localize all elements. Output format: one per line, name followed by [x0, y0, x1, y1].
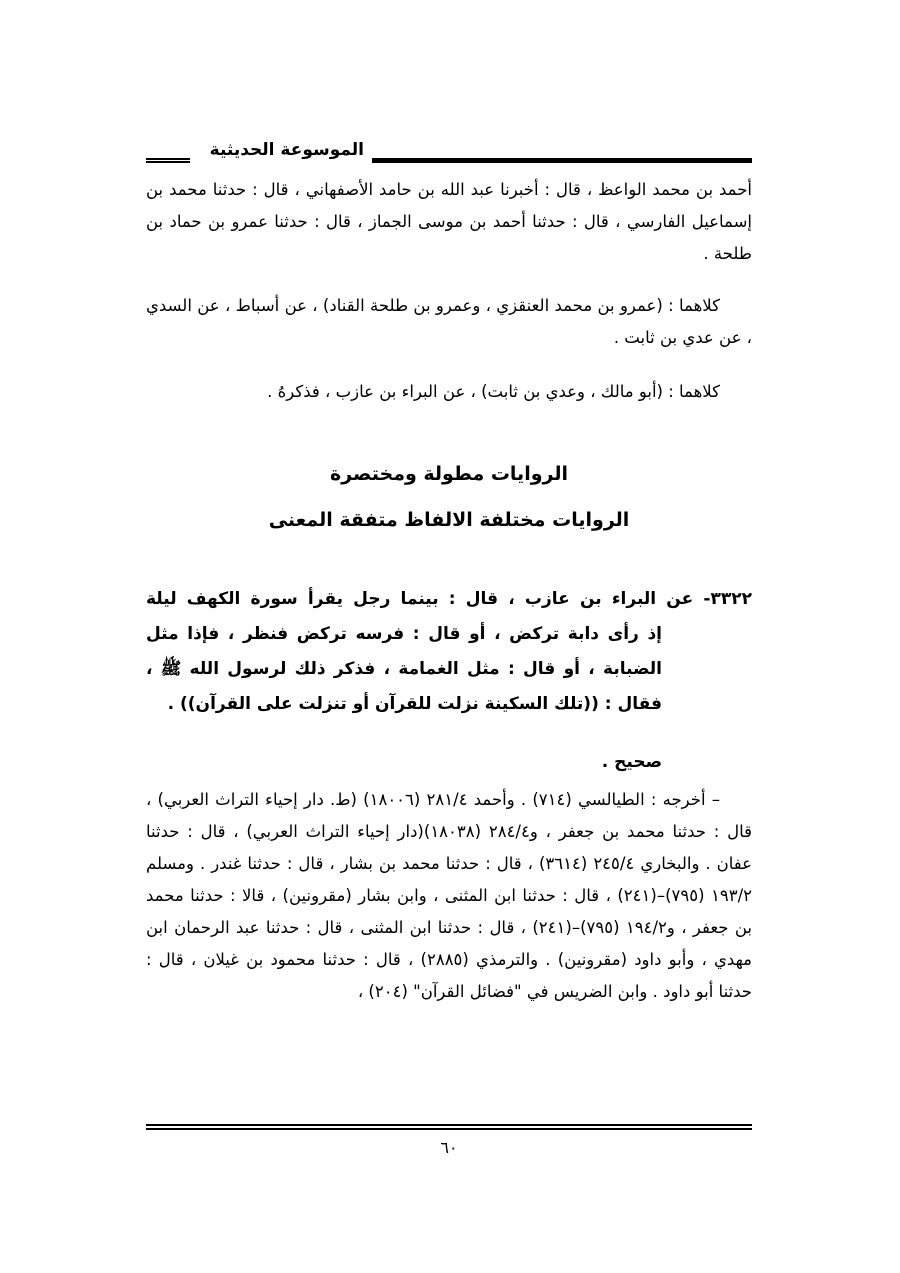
- hadith-number: ٣٣٢٢-: [703, 589, 752, 609]
- header-title: الموسوعة الحديثية: [209, 140, 364, 160]
- hadith-line-3: الضبابة ، أو قال : مثل الغمامة ، فذكر ذلك لرسول الله ﷺ ،: [146, 659, 662, 679]
- section-heading-2: الروايات مختلفة الالفاظ متفقة المعنى: [268, 509, 630, 531]
- intro-paragraph-3-text: كلاهما : (أبو مالك ، وعدي بن ثابت) ، عن البراء بن عازب ، فذكرهُ .: [267, 382, 720, 401]
- hadith-line-4: فقال : ((تلك السكينة نزلت للقرآن أو تنزلت على القرآن)) .: [167, 694, 662, 714]
- takhrij-paragraph: [146, 784, 752, 1008]
- hadith-block: [146, 582, 752, 722]
- document-page: [146, 130, 752, 1160]
- intro-paragraph-3: [146, 376, 752, 408]
- hadith-line-1: ٣٣٢٢- عن البراء بن عازب ، قال : بينما رجل يقرأ سورة الكهف ليلة: [146, 589, 752, 609]
- header-rule-right: [372, 158, 752, 163]
- page-header: [146, 140, 752, 176]
- hadith-grade: صحيح .: [601, 752, 662, 772]
- header-rule-left: [146, 158, 190, 163]
- intro-paragraph-1-text: أحمد بن محمد الواعظ ، قال : أخبرنا عبد الله بن حامد الأصفهاني ، قال : حدثنا محمد بن إسماعيل الفارسي ، قال : حدثنا أحمد بن موسى الجماز ، قال : حدثنا عمرو بن حماد بن طلحة .: [146, 180, 752, 263]
- takhrij-text: – أخرجه : الطيالسي (٧١٤) . وأحمد ٢٨١/٤ (١٨٠٠٦) (ط. دار إحياء التراث العربي) ، قال : حدثنا محمد بن جعفر ، و٢٨٤/٤ (١٨٠٣٨)(دار إحياء التراث العربي) ، قال : حدثنا عفان . والبخاري ٢٤٥/٤ (٣٦١٤) ، قال : حدثنا محمد بن بشار ، قال : حدثنا غندر . ومسلم ١٩٣/٢ (٧٩٥)–(٢٤١) ، قال : حدثنا ابن المثنى ، وابن بشار (مقرونين) ، قالا : حدثنا محمد بن جعفر ، و١٩٤/٢ (٧٩٥)–(٢٤١) ، قال : حدثنا ابن المثنى ، قال : حدثنا عبد الرحمان ابن مهدي ، وأبو داود (مقرونين) . والترمذي (٢٨٨٥) ، قال : حدثنا محمود بن غيلان ، قال : حدثنا أبو داود . وابن الضريس في "فضائل القرآن" (٢٠٤) ،: [146, 790, 753, 1001]
- intro-paragraph-1: [146, 174, 752, 270]
- intro-paragraph-2-text: كلاهما : (عمرو بن محمد العنقزي ، وعمرو بن طلحة القناد) ، عن أسباط ، عن السدي ، عن عدي بن ثابت .: [146, 296, 752, 347]
- page-number: ٦٠: [440, 1138, 458, 1157]
- footer-rule: [146, 1124, 752, 1130]
- section-heading-1: الروايات مطولة ومختصرة: [329, 463, 568, 485]
- intro-paragraph-2: [146, 290, 752, 354]
- hadith-line-2: إذ رأى دابة تركض ، أو قال : فرسه تركض فنظر ، فإذا مثل: [146, 624, 662, 644]
